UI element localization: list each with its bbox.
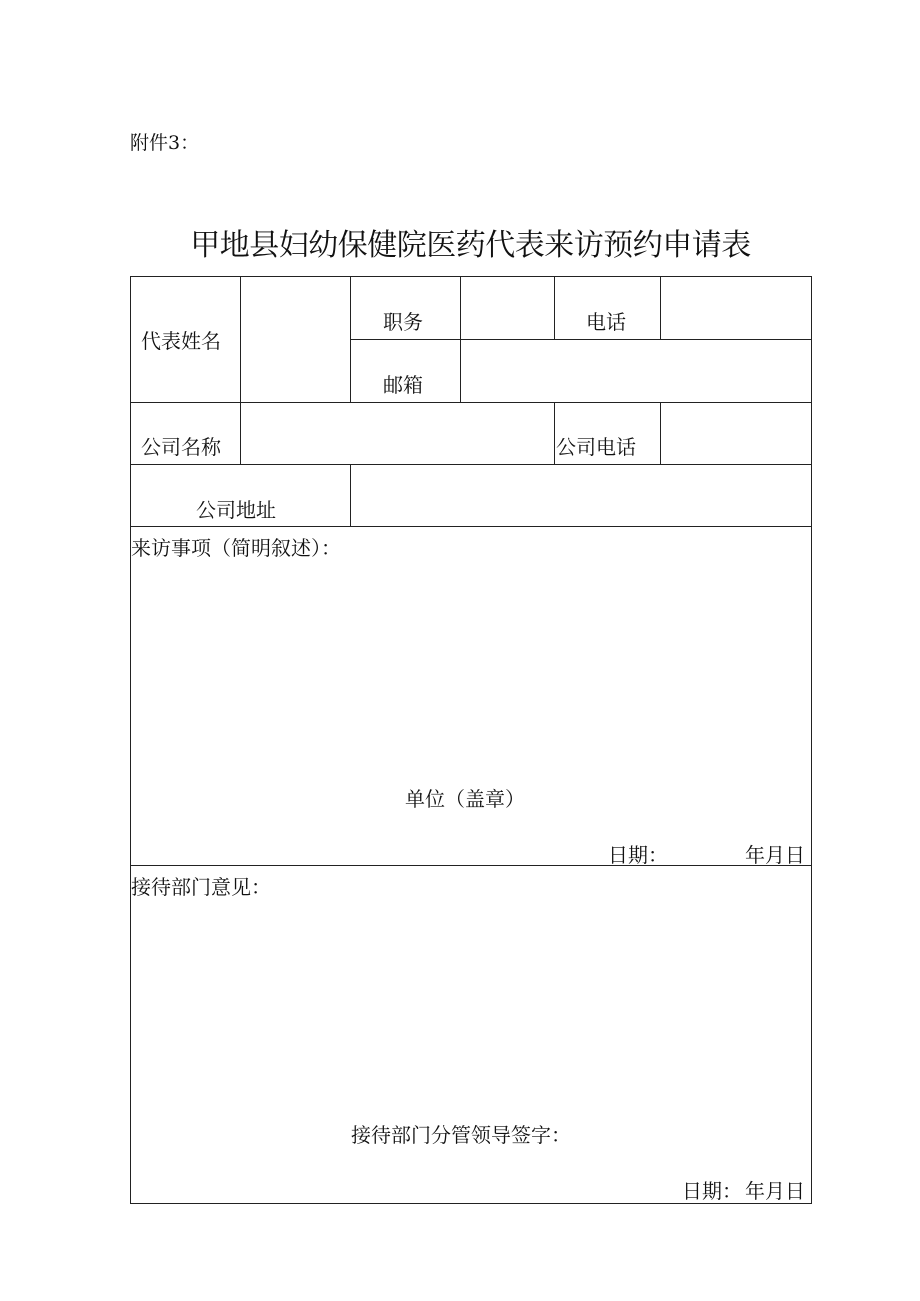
rule-v-company-phone-label <box>554 402 555 464</box>
date-ymd-2: 年月日 <box>745 1179 805 1203</box>
leader-sign-label: 接待部门分管领导签字： <box>351 1123 571 1147</box>
date-ymd-1: 年月日 <box>745 843 805 867</box>
attachment-label: 附件3： <box>130 132 200 154</box>
rep-name-label: 代表姓名 <box>141 329 221 353</box>
date-label-2: 日期： <box>682 1179 742 1203</box>
rule-v-label2 <box>350 277 351 402</box>
dept-opinion-field[interactable] <box>131 908 811 1113</box>
date-label-1: 日期： <box>608 843 668 867</box>
visit-matter-field[interactable] <box>131 570 811 780</box>
position-label: 职务 <box>383 310 423 334</box>
company-phone-label: 公司电话 <box>556 435 636 459</box>
dept-opinion-label: 接待部门意见： <box>131 875 271 899</box>
rule-v-phone-label <box>554 277 555 339</box>
unit-seal-label: 单位（盖章） <box>405 787 525 811</box>
company-name-label: 公司名称 <box>141 435 221 459</box>
rule-row3-bottom <box>130 526 811 527</box>
position-field[interactable] <box>461 277 554 339</box>
company-phone-field[interactable] <box>661 403 811 464</box>
phone-label: 电话 <box>586 310 626 334</box>
visit-matter-label: 来访事项（简明叙述）： <box>131 536 341 560</box>
company-address-label: 公司地址 <box>196 498 276 522</box>
company-name-field[interactable] <box>241 403 554 464</box>
company-address-field[interactable] <box>351 465 811 526</box>
rule-row4-bottom <box>130 865 811 866</box>
email-label: 邮箱 <box>383 373 423 397</box>
phone-field[interactable] <box>661 277 811 339</box>
email-field[interactable] <box>461 340 811 402</box>
form-title: 甲地县妇幼保健院医药代表来访预约申请表 <box>190 228 751 263</box>
rep-name-field[interactable] <box>241 277 350 402</box>
